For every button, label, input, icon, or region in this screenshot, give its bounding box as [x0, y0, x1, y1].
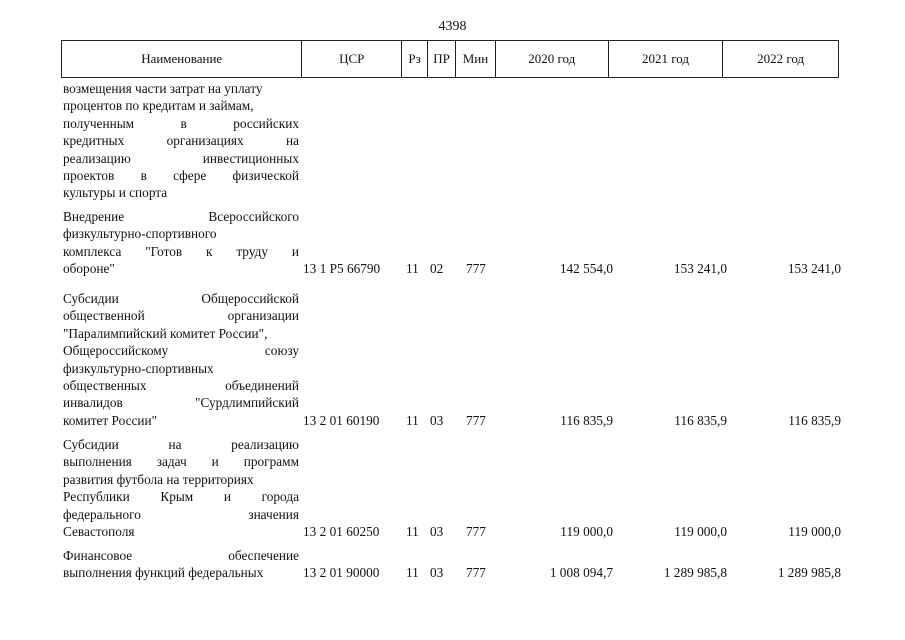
name-word: Субсидии [63, 291, 119, 306]
name-word: организации [227, 308, 299, 324]
name-word: российских [233, 115, 299, 131]
name-word: на [285, 133, 299, 149]
name-word: Республики [63, 489, 130, 505]
csr-value: 13 2 01 90000 [303, 565, 380, 581]
name-word: организациях [166, 133, 244, 149]
header-pr: ПР [428, 41, 456, 77]
name-line [63, 471, 299, 488]
name-word: физкультурно-спортивных [63, 360, 214, 376]
name-word: в [180, 115, 187, 131]
name-word: комитет России" [63, 412, 158, 428]
name-word: инвестиционных [202, 150, 299, 166]
csr-value: 13 2 01 60250 [303, 524, 380, 539]
name-word: выполнения функций федеральных [63, 565, 264, 581]
value-2020: 142 554,0 [559, 261, 613, 277]
value-2021: 153 241,0 [673, 261, 727, 277]
name-word: Финансовое [63, 548, 133, 563]
min-value: 777 [466, 412, 486, 428]
name-line [63, 394, 299, 411]
page-number: 4398 [438, 19, 467, 34]
header-min: Мин [456, 41, 496, 77]
pr-value: 03 [430, 565, 444, 581]
header-name: Наименование [62, 41, 302, 77]
name-word: общественных [63, 378, 147, 394]
name-line [63, 150, 299, 167]
name-word: труду [236, 243, 268, 259]
name-word: общественной [63, 308, 145, 324]
name-word: физкультурно-спортивного [63, 226, 217, 242]
row-values [61, 564, 841, 582]
row-values [61, 184, 841, 202]
name-word: федерального [63, 506, 141, 522]
name-word: и [291, 243, 299, 259]
row-values [61, 260, 841, 278]
name-line [63, 225, 299, 242]
name-word: "Готов [145, 243, 183, 259]
name-line [63, 342, 299, 359]
name-word: сфере [173, 168, 207, 184]
name-word: Крым [160, 489, 194, 505]
name-line [63, 547, 299, 564]
value-2022: 119 000,0 [788, 524, 841, 539]
name-word: Внедрение [63, 209, 125, 224]
name-line [63, 307, 299, 324]
value-2022: 1 289 985,8 [777, 565, 841, 581]
header-csr: ЦСР [302, 41, 402, 77]
name-word: комплекса [63, 243, 122, 259]
min-value: 777 [466, 261, 486, 277]
value-2020: 1 008 094,7 [549, 565, 613, 581]
row-values [61, 412, 841, 430]
rz-value: 11 [406, 524, 419, 539]
rz-value: 11 [406, 565, 419, 581]
name-word: Всероссийского [208, 209, 299, 224]
name-word: развития футбола на территориях [63, 471, 254, 487]
name-word: к [206, 243, 213, 259]
name-word: процентов по кредитам и займам, [63, 98, 254, 114]
name-line [63, 377, 299, 394]
name-line [63, 436, 299, 453]
name-line [63, 167, 299, 184]
name-word: физической [232, 168, 299, 184]
name-word: в [140, 168, 147, 184]
name-word: на [168, 437, 182, 452]
value-2022: 116 835,9 [788, 412, 841, 428]
name-word: Субсидии [63, 437, 119, 452]
rz-value: 11 [406, 412, 419, 428]
name-line [63, 243, 299, 260]
name-word: и [211, 454, 219, 470]
name-line [63, 115, 299, 132]
rz-value: 11 [406, 261, 419, 277]
name-line [63, 97, 299, 114]
name-line [63, 453, 299, 470]
name-word: выполнения [63, 454, 132, 470]
name-word: "Сурдлимпийский [195, 395, 299, 411]
value-2021: 1 289 985,8 [663, 565, 727, 581]
header-rz: Рз [402, 41, 428, 77]
name-word: задач [156, 454, 187, 470]
name-line [63, 290, 299, 307]
header-2020: 2020 год [496, 41, 609, 77]
name-word: союзу [264, 343, 299, 359]
name-word: программ [243, 454, 299, 470]
value-2021: 119 000,0 [674, 524, 727, 539]
name-word: обеспечение [228, 548, 299, 563]
row-name [63, 290, 299, 429]
value-2020: 116 835,9 [560, 412, 613, 428]
header-2021: 2021 год [609, 41, 724, 77]
name-word: значения [248, 506, 299, 522]
name-line [63, 506, 299, 523]
name-word: культуры и спорта [63, 185, 168, 201]
name-word: Общероссийскому [63, 343, 169, 359]
name-word: кредитных [63, 133, 125, 149]
name-line [63, 325, 299, 342]
header-2022: 2022 год [757, 51, 805, 66]
table-header [61, 40, 839, 78]
name-word: возмещения части затрат на уплату [63, 81, 263, 96]
value-2020: 119 000,0 [560, 524, 613, 539]
name-word: реализацию [231, 437, 299, 452]
name-word: обороне" [63, 261, 115, 277]
name-line [63, 208, 299, 225]
name-word: и [223, 489, 231, 505]
name-word: "Паралимпийский комитет России", [63, 325, 268, 341]
name-word: полученным [63, 115, 135, 131]
pr-value: 02 [430, 261, 444, 277]
name-word: Севастополя [63, 524, 135, 540]
name-word: инвалидов [63, 395, 123, 411]
pr-value: 03 [430, 524, 444, 539]
min-value: 777 [466, 565, 486, 581]
pr-value: 03 [430, 412, 444, 428]
name-line [63, 80, 299, 97]
name-word: Общероссийской [201, 291, 299, 306]
name-word: проектов [63, 168, 115, 184]
min-value: 777 [466, 524, 486, 539]
name-line [63, 488, 299, 505]
name-line [63, 360, 299, 377]
name-word: города [261, 489, 299, 505]
value-2022: 153 241,0 [787, 261, 841, 277]
name-word: объединений [225, 378, 299, 394]
csr-value: 13 2 01 60190 [303, 412, 380, 428]
row-values [61, 523, 841, 541]
csr-value: 13 1 P5 66790 [303, 261, 381, 277]
name-line [63, 132, 299, 149]
value-2021: 116 835,9 [674, 412, 727, 428]
name-word: реализацию [63, 150, 131, 166]
